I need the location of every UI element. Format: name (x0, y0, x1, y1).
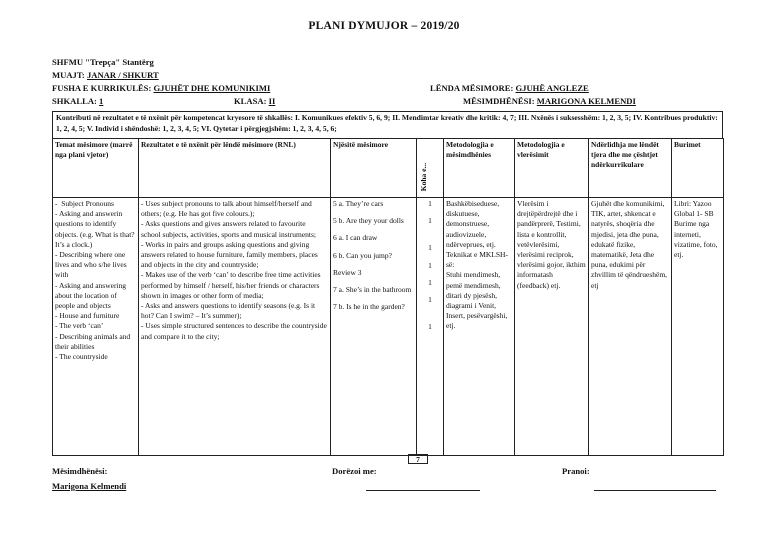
fusha-row (52, 83, 270, 93)
mesimdhenesi-row (463, 96, 636, 106)
muajt-row (52, 70, 159, 80)
plan-table (52, 138, 724, 456)
unit-item: 5 a. They’re cars (333, 199, 384, 208)
unit-item: 7 a. She’s in the bathroom (333, 285, 412, 295)
unit-item: Review 3 (333, 267, 362, 277)
cell-units (331, 198, 417, 456)
klasa-label: KLASA: (234, 96, 267, 106)
header-metodologjia-mesimdhenies: Metodologjia e mësimdhënies (444, 139, 515, 198)
page-title: PLANI DYMUJOR – 2019/20 (308, 20, 460, 32)
klasa-row (234, 96, 275, 106)
muajt-value: JANAR / SHKURT (86, 70, 159, 80)
klasa-value: II (268, 96, 276, 106)
header-nderlidhja: Ndërlidhja me lëndët tjera dhe me çështjet ndërkurrikulare (589, 139, 672, 198)
teacher-label: Mësimdhënësi: (52, 466, 108, 476)
table-header-row (53, 139, 724, 198)
header-temat: Temat mësimore (marrë nga plani vjetor) (53, 139, 139, 198)
cell-nderlidhja: Gjuhët dhe komunikimi, TIK, artet, shkencat e natyrës, shoqëria dhe mjedisi, jeta dhe puna, edukatë fizike, matematikë, Jeta dhe puna, edukimi për zhvillim të qëndrueshëm, etj (589, 198, 672, 456)
header-njesite: Njësitë mësimore (331, 139, 417, 198)
cell-metodologjia-vleresimit: Vlerësim i drejtëpërdrejtë dhe i pandërprerë, Testimi, lista e kontrollit, vetëvlerësimi, vlerësimi reciprok, vlerësimi gojor, ikthim informatash (feedback) etj. (515, 198, 589, 456)
received-signature-line (594, 490, 716, 491)
competence-box: Kontributi në rezultatet e të nxënit për kompetencat kryesore të shkallës: I. Komunikues efektiv 5, 6, 9; II. Mendimtar kreativ dhe kritik: 4, 7; III. Nxënës i suksesshëm: 1, 2, 3, 5; IV. Kontribues produktiv: 1, 2, 4, 5; V. Individ i shëndoshë: 1, 2, 3, 4, 5; VI. Qytetar i përgjegjshëm: 1, 2, 3, 4, 5, 6; (52, 111, 723, 138)
shkalla-label: SHKALLA: (52, 96, 97, 106)
shkalla-row (52, 96, 103, 106)
hours-item: 1 (428, 216, 432, 226)
fusha-value: GJUHËT DHE KOMUNIKIMI (153, 83, 271, 93)
cell-hours (417, 198, 444, 456)
lenda-value: GJUHË ANGLEZE (515, 83, 589, 93)
cell-metodologjia-mesimdhenies: Bashkëbiseduese, diskutuese, demonstruese, audiovizuele, ndërveprues, etj. Teknikat e MKLSH-së: Stuhi mendimesh, pemë mendimesh, ditari dy pjesësh, diagrami i Venit, Insert, pesëvargëshi, etj. (444, 198, 515, 456)
lenda-label: LËNDA MËSIMORE: (430, 83, 514, 93)
hours-item: 1 (428, 199, 432, 208)
submitted-label: Dorëzoi me: (332, 466, 377, 476)
cell-rnl: - Uses subject pronouns to talk about himself/herself and others; (e.g. He has got five colours.); - Asks questions and gives answers related to favourite school subjects, activities, sports and musical instruments; - Works in pairs and groups asking questions and giving answers related to house furniture, family members, places and objects in the city and countryside; - Makes use of the verb ‘can’ to describe free time activities performed by himself / herself, his/her friends or characters shown in images or other form of media; - Asks and answers questions to identify seasons (e.g. Is it hot? Can I swim? – It’s summer); - Uses simple structured sentences to describe the countryside and compare it to the city; (139, 198, 331, 456)
table-row (53, 198, 724, 456)
hours-item: 1 (428, 295, 432, 305)
page-number: 7 (408, 454, 428, 464)
hours-item: 1 (428, 243, 432, 253)
unit-item: 6 b. Can you jump? (333, 250, 392, 260)
unit-item: 5 b. Are they your dolls (333, 216, 404, 226)
cell-temat: - Subject Pronouns - Asking and answerin questions to identify objects. (e.g. What is that? It’s a clock.) - Describing where one lives and who s/he lives with - Asking and answering about the location of people and objects - House and furniture - The verb ‘can’ - Describing animals and their abilities - The countryside (53, 198, 139, 456)
header-burimet: Burimet (672, 139, 724, 198)
hours-item: 1 (428, 277, 432, 287)
header-koha: Koha e... (417, 139, 444, 198)
shkalla-value: 1 (99, 96, 104, 106)
cell-burimet: Libri: Yazoo Global 1- SB Burime nga interneti, vizatime, foto, etj. (672, 198, 724, 456)
submitted-signature-line (366, 490, 480, 491)
mesimdhenesi-label: MËSIMDHËNËSI: (463, 96, 535, 106)
header-metodologjia-vleresimit: Metodologjia e vlerësimit (515, 139, 589, 198)
school-name: SHFMU "Trepça" Stantërg (52, 57, 154, 67)
hours-item: 1 (428, 260, 432, 270)
lenda-row (430, 83, 589, 93)
unit-item: 6 a. I can draw (333, 233, 378, 243)
hours-item: 1 (428, 322, 432, 332)
unit-item: 7 b. Is he in the garden? (333, 302, 405, 312)
muajt-label: MUAJT: (52, 70, 85, 80)
mesimdhenesi-value: MARIGONA KELMENDI (536, 96, 636, 106)
teacher-name: Marigona Kelmendi (52, 481, 127, 491)
received-label: Pranoi: (562, 466, 590, 476)
header-rnl: Rezultatet e të nxënit për lëndë mësimore (RNL) (139, 139, 331, 198)
fusha-label: FUSHA E KURRIKULËS: (52, 83, 152, 93)
